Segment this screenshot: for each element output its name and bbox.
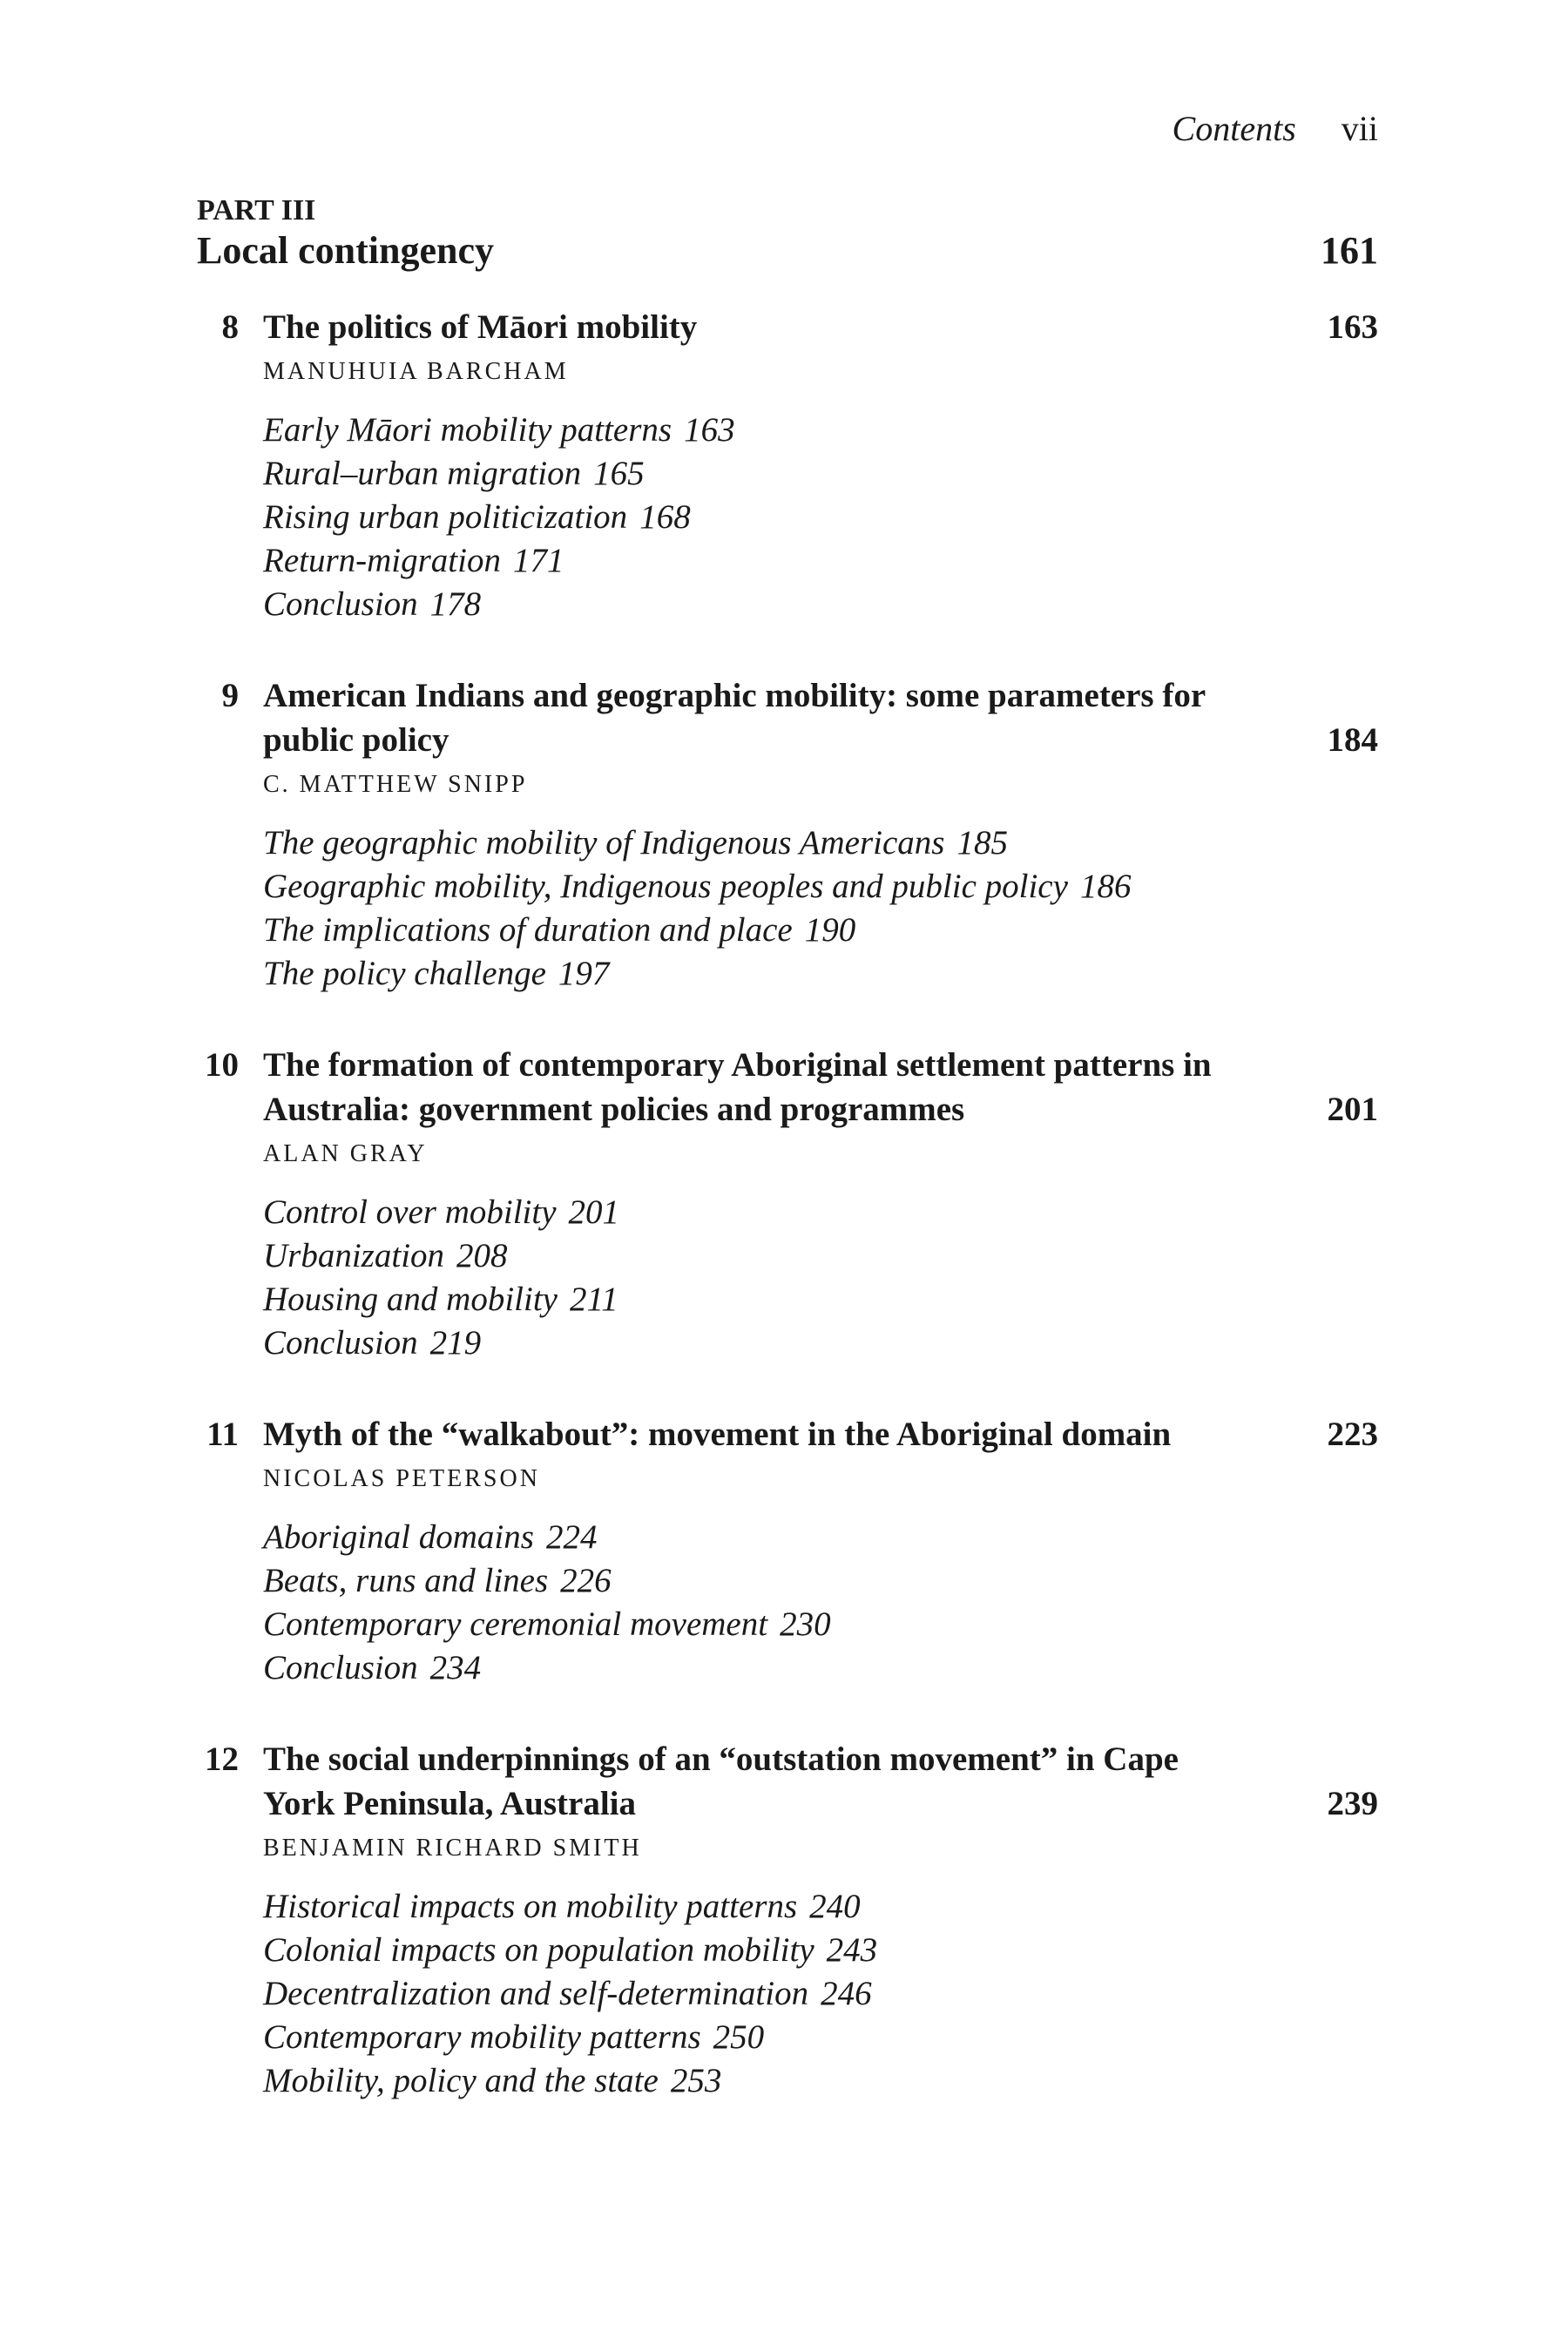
chapter-entry xyxy=(197,305,1378,626)
section-title: Contemporary mobility patterns xyxy=(263,2018,701,2056)
section-entry xyxy=(263,952,1378,996)
section-page: 230 xyxy=(780,1605,831,1643)
section-title: Urbanization xyxy=(263,1237,445,1274)
section-page: 186 xyxy=(1079,868,1132,905)
chapter-page: 184 xyxy=(1327,721,1378,759)
section-title: Rising urban politicization xyxy=(263,498,628,536)
section-page: 178 xyxy=(429,585,482,623)
section-entry xyxy=(263,1321,1378,1365)
section-title: Contemporary ceremonial movement xyxy=(263,1605,768,1643)
section-title: Conclusion xyxy=(263,1324,418,1362)
chapter-heading xyxy=(263,1737,1378,1826)
section-entry xyxy=(263,2059,1378,2103)
chapter-number: 9 xyxy=(221,677,239,714)
section-list xyxy=(263,821,1378,996)
chapter-entry xyxy=(197,1412,1378,1690)
section-entry xyxy=(263,539,1378,583)
section-entry xyxy=(263,409,1378,452)
section-page: 224 xyxy=(545,1518,598,1556)
section-title: The implications of duration and place xyxy=(263,911,793,949)
section-entry xyxy=(263,1603,1378,1646)
chapter-entry xyxy=(197,1737,1378,2103)
section-entry xyxy=(263,583,1378,626)
chapter-page: 223 xyxy=(1327,1416,1378,1453)
section-title: Conclusion xyxy=(263,1649,418,1686)
chapter-number: 8 xyxy=(221,308,239,346)
section-entry xyxy=(263,1972,1378,2016)
part-label: PART III xyxy=(197,194,316,226)
section-list xyxy=(263,1191,1378,1365)
chapter-number: 12 xyxy=(205,1740,239,1778)
chapter-title: The politics of Māori mobility xyxy=(263,308,698,346)
section-page: 253 xyxy=(670,2062,722,2099)
chapter-title: The social underpinnings of an “outstation movement” in Cape York Peninsula, Australia xyxy=(263,1740,1179,1822)
section-page: 226 xyxy=(560,1562,612,1599)
contents-list xyxy=(197,193,1378,2150)
section-entry xyxy=(263,865,1378,909)
chapter-entry xyxy=(197,673,1378,996)
section-entry xyxy=(263,1191,1378,1234)
section-page: 243 xyxy=(826,1931,878,1969)
section-entry xyxy=(263,496,1378,539)
section-title: Control over mobility xyxy=(263,1193,557,1231)
chapter-heading xyxy=(263,673,1378,762)
section-page: 190 xyxy=(804,911,856,949)
part-title: Local contingency xyxy=(197,229,494,272)
section-title: Geographic mobility, Indigenous peoples and public policy xyxy=(263,868,1068,905)
section-title: Historical impacts on mobility patterns xyxy=(263,1888,798,1925)
running-head-title: Contents xyxy=(1172,109,1296,148)
chapter-title: American Indians and geographic mobility: some parameters for public policy xyxy=(263,677,1206,759)
section-list xyxy=(263,1885,1378,2103)
section-title: The geographic mobility of Indigenous Americans xyxy=(263,824,945,862)
chapter-author: BENJAMIN RICHARD SMITH xyxy=(263,1835,642,1862)
section-list xyxy=(263,1516,1378,1690)
chapter-number: 11 xyxy=(206,1416,239,1453)
section-entry xyxy=(263,821,1378,865)
chapter-title: Myth of the “walkabout”: movement in the Aboriginal domain xyxy=(263,1416,1172,1453)
section-entry xyxy=(263,1929,1378,1972)
section-entry xyxy=(263,1234,1378,1278)
section-page: 208 xyxy=(456,1237,508,1274)
section-title: Return-migration xyxy=(263,542,501,579)
chapter-author: ALAN GRAY xyxy=(263,1140,428,1167)
chapter-entry xyxy=(197,1043,1378,1365)
section-title: Housing and mobility xyxy=(263,1281,558,1318)
section-title: Conclusion xyxy=(263,585,418,623)
section-entry xyxy=(263,1559,1378,1603)
section-entry xyxy=(263,1646,1378,1690)
section-page: 250 xyxy=(713,2018,765,2056)
section-title: Colonial impacts on population mobility xyxy=(263,1931,814,1969)
section-page: 185 xyxy=(956,824,1008,862)
section-page: 165 xyxy=(593,455,645,492)
section-title: Aboriginal domains xyxy=(263,1518,534,1556)
section-page: 163 xyxy=(684,411,735,449)
chapter-number: 10 xyxy=(205,1046,239,1084)
chapter-heading xyxy=(263,1043,1378,1132)
section-page: 211 xyxy=(570,1281,618,1318)
section-title: Mobility, policy and the state xyxy=(263,2062,659,2099)
chapter-author: NICOLAS PETERSON xyxy=(263,1465,540,1492)
section-entry xyxy=(263,452,1378,496)
part-heading xyxy=(197,228,1378,274)
chapters xyxy=(197,305,1378,2103)
section-page: 168 xyxy=(639,498,691,536)
section-title: The policy challenge xyxy=(263,955,546,992)
chapter-heading xyxy=(263,1412,1378,1456)
section-page: 246 xyxy=(821,1975,872,2012)
section-page: 234 xyxy=(429,1649,482,1686)
section-entry xyxy=(263,909,1378,952)
section-entry xyxy=(263,1278,1378,1321)
section-page: 171 xyxy=(512,542,564,579)
section-entry xyxy=(263,1516,1378,1559)
chapter-author: C. MATTHEW SNIPP xyxy=(263,771,528,798)
section-title: Beats, runs and lines xyxy=(263,1562,549,1599)
section-entry xyxy=(263,2016,1378,2059)
chapter-page: 163 xyxy=(1327,308,1378,346)
section-entry xyxy=(263,1885,1378,1929)
chapter-heading xyxy=(263,305,1378,349)
part-page: 161 xyxy=(1321,229,1378,272)
chapter-title: The formation of contemporary Aboriginal settlement patterns in Australia: government policies and programmes xyxy=(263,1046,1212,1128)
section-page: 240 xyxy=(809,1888,861,1925)
section-title: Decentralization and self-determination xyxy=(263,1975,809,2012)
section-list xyxy=(263,409,1378,626)
section-page: 197 xyxy=(558,955,610,992)
section-page: 219 xyxy=(429,1324,482,1362)
page-number: vii xyxy=(1341,109,1378,148)
section-title: Rural–urban migration xyxy=(263,455,582,492)
section-title: Early Māori mobility patterns xyxy=(263,411,672,449)
chapter-page: 201 xyxy=(1327,1091,1378,1128)
chapter-page: 239 xyxy=(1327,1785,1378,1822)
chapter-author: MANUHUIA BARCHAM xyxy=(263,358,569,385)
section-page: 201 xyxy=(568,1193,620,1231)
running-head xyxy=(1172,109,1378,148)
